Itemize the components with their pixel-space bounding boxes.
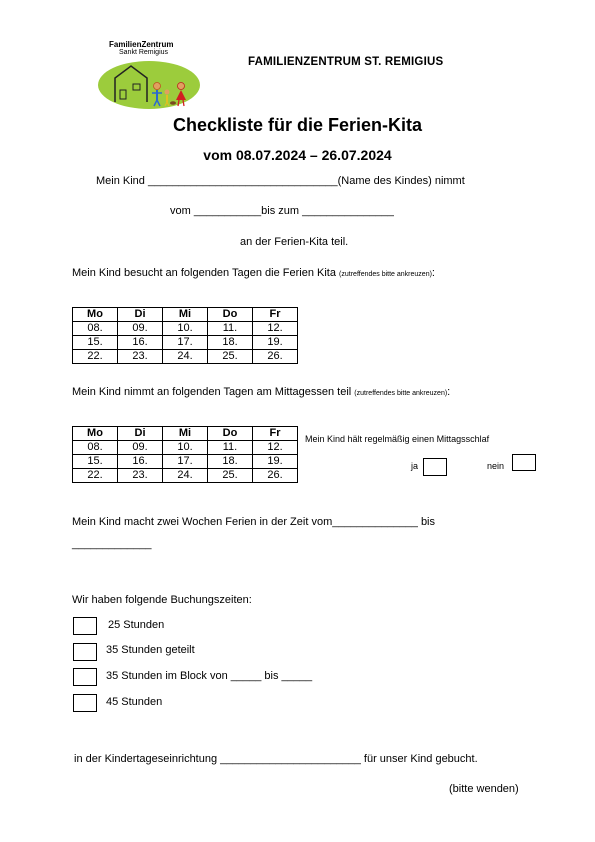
booking-25-checkbox[interactable]	[73, 617, 97, 635]
day-cell[interactable]: 22.	[73, 469, 118, 483]
days-question-text: Mein Kind besucht an folgenden Tagen die Ferien Kita	[72, 267, 340, 279]
col-do: Do	[208, 308, 253, 322]
booking-35-block-checkbox[interactable]	[73, 668, 97, 686]
col-di: Di	[118, 308, 163, 322]
col-mo: Mo	[73, 427, 118, 441]
day-cell[interactable]: 16.	[118, 336, 163, 350]
day-cell[interactable]: 18.	[208, 455, 253, 469]
days-question	[72, 267, 435, 279]
nap-question: Mein Kind hält regelmäßig einen Mittagsschlaf	[305, 434, 490, 444]
day-cell[interactable]: 08.	[73, 441, 118, 455]
lunch-question	[72, 386, 450, 398]
col-mi: Mi	[163, 427, 208, 441]
turn-page-note: (bitte wenden)	[449, 783, 519, 795]
day-cell[interactable]: 15.	[73, 336, 118, 350]
day-cell[interactable]: 09.	[118, 322, 163, 336]
vacation-line-continued: _____________	[72, 538, 152, 550]
table-row	[73, 455, 298, 469]
day-cell[interactable]: 24.	[163, 350, 208, 364]
day-cell[interactable]: 25.	[208, 469, 253, 483]
day-cell[interactable]: 11.	[208, 441, 253, 455]
day-cell[interactable]: 18.	[208, 336, 253, 350]
col-di: Di	[118, 427, 163, 441]
day-cell[interactable]: 22.	[73, 350, 118, 364]
logo-title: FamilienZentrum	[109, 40, 174, 49]
days-question-suffix: :	[431, 267, 435, 279]
lunch-question-suffix: :	[447, 386, 451, 398]
col-mi: Mi	[163, 308, 208, 322]
day-cell[interactable]: 16.	[118, 455, 163, 469]
day-cell[interactable]: 12.	[253, 322, 298, 336]
period-line: vom ___________bis zum _______________	[170, 205, 394, 217]
table-row	[73, 441, 298, 455]
day-cell[interactable]: 10.	[163, 322, 208, 336]
day-cell[interactable]: 19.	[253, 455, 298, 469]
table-row	[73, 350, 298, 364]
nap-no-checkbox[interactable]	[512, 454, 536, 471]
day-cell[interactable]: 24.	[163, 469, 208, 483]
day-cell[interactable]: 26.	[253, 469, 298, 483]
table-header-row	[73, 308, 298, 322]
org-name: FAMILIENZENTRUM ST. REMIGIUS	[248, 56, 444, 68]
booking-35-split-label: 35 Stunden geteilt	[106, 644, 195, 656]
day-cell[interactable]: 26.	[253, 350, 298, 364]
nap-yes-checkbox[interactable]	[423, 458, 447, 476]
col-do: Do	[208, 427, 253, 441]
table-header-row	[73, 427, 298, 441]
logo-subtitle: Sankt Remigius	[119, 49, 169, 56]
day-cell[interactable]: 25.	[208, 350, 253, 364]
logo	[97, 40, 201, 110]
booking-45-checkbox[interactable]	[73, 694, 97, 712]
lunch-question-hint: (zutreffendes bitte ankreuzen)	[354, 390, 448, 397]
booking-heading: Wir haben folgende Buchungszeiten:	[72, 594, 252, 606]
table-row	[73, 336, 298, 350]
day-cell[interactable]: 10.	[163, 441, 208, 455]
lunch-question-text: Mein Kind nimmt an folgenden Tagen am Mittagessen teil	[72, 386, 355, 398]
table-row	[73, 322, 298, 336]
attendance-table[interactable]	[72, 307, 298, 364]
vacation-line: Mein Kind macht zwei Wochen Ferien in der Zeit vom______________ bis	[72, 516, 435, 528]
col-fr: Fr	[253, 308, 298, 322]
lunch-table[interactable]	[72, 426, 298, 483]
day-cell[interactable]: 09.	[118, 441, 163, 455]
booking-35-split-checkbox[interactable]	[73, 643, 97, 661]
booking-45-label: 45 Stunden	[106, 696, 163, 708]
date-range: vom 08.07.2024 – 26.07.2024	[203, 147, 392, 163]
booking-35-block-label: 35 Stunden im Block von _____ bis _____	[106, 670, 313, 682]
day-cell[interactable]: 17.	[163, 455, 208, 469]
nap-yes-label: ja	[411, 461, 419, 471]
day-cell[interactable]: 11.	[208, 322, 253, 336]
page-title: Checkliste für die Ferien-Kita	[172, 115, 423, 135]
day-cell[interactable]: 17.	[163, 336, 208, 350]
facility-line: in der Kindertageseinrichtung _______________________ für unser Kind gebucht.	[74, 753, 478, 765]
nap-no-label: nein	[487, 461, 505, 471]
participation-line: an der Ferien-Kita teil.	[240, 236, 349, 248]
day-cell[interactable]: 23.	[118, 350, 163, 364]
day-cell[interactable]: 12.	[253, 441, 298, 455]
day-cell[interactable]: 19.	[253, 336, 298, 350]
col-fr: Fr	[253, 427, 298, 441]
day-cell[interactable]: 08.	[73, 322, 118, 336]
child-name-line: Mein Kind _______________________________(Name des Kindes) nimmt	[96, 175, 465, 187]
day-cell[interactable]: 23.	[118, 469, 163, 483]
booking-25-label: 25 Stunden	[108, 619, 165, 631]
col-mo: Mo	[73, 308, 118, 322]
day-cell[interactable]: 15.	[73, 455, 118, 469]
table-row	[73, 469, 298, 483]
days-question-hint: (zutreffendes bitte ankreuzen)	[339, 271, 432, 278]
